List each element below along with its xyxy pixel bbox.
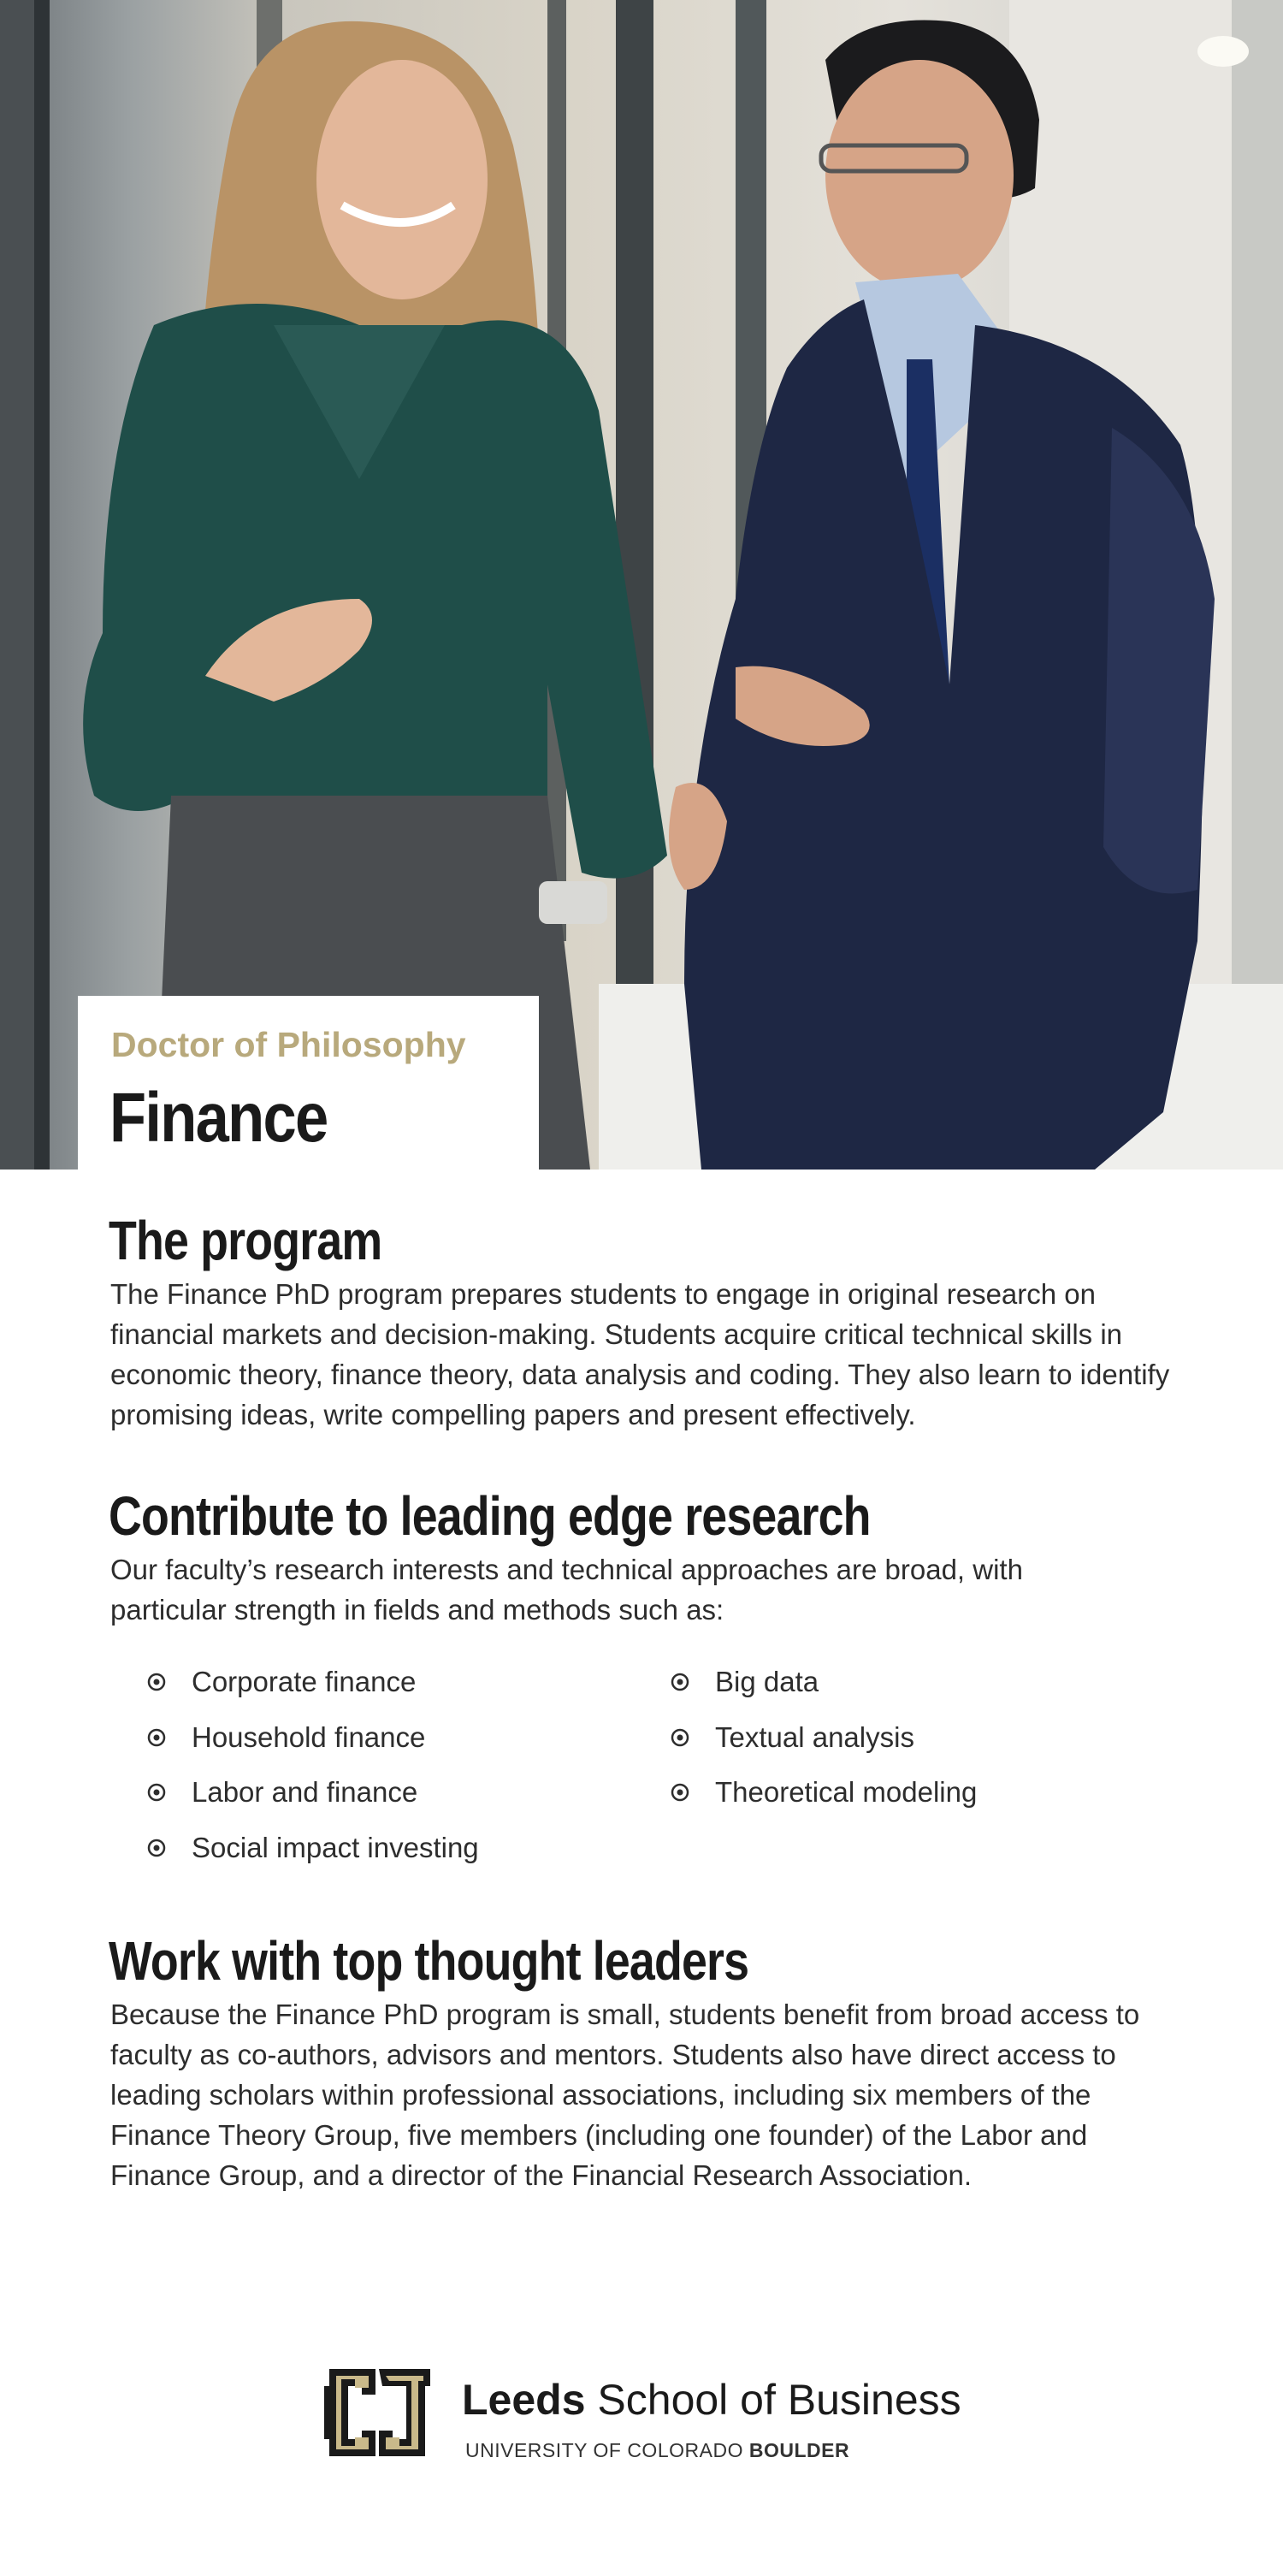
bullet-label: Big data [715, 1666, 819, 1698]
bullet-label: Corporate finance [192, 1666, 417, 1698]
school-name-rest: School of Business [585, 2376, 961, 2424]
hero-illustration [0, 0, 1283, 1170]
title-card [78, 996, 539, 1170]
bullet-label: Theoretical modeling [715, 1776, 978, 1809]
research-bullet-list [147, 1655, 1174, 1886]
leaders-heading: Work with top thought leaders [109, 1930, 749, 1992]
program-heading: The program [109, 1210, 382, 1271]
list-item [671, 1655, 977, 1710]
list-item [671, 1710, 977, 1766]
program-title: Finance [109, 1079, 328, 1157]
bullet-label: Social impact investing [192, 1831, 479, 1863]
university-name-rest: UNIVERSITY OF COLORADO [465, 2439, 749, 2461]
university-name [465, 2439, 849, 2462]
hero-photo [0, 0, 1283, 1170]
bullet-circle-icon [147, 1839, 166, 1857]
list-item [147, 1655, 479, 1710]
school-name-bold: Leeds [462, 2376, 586, 2424]
list-item [147, 1821, 479, 1876]
cu-logo-icon [322, 2357, 435, 2468]
list-item [671, 1765, 977, 1821]
school-name [462, 2376, 961, 2424]
bullet-label: Household finance [192, 1720, 426, 1753]
bullet-circle-icon [147, 1673, 166, 1691]
research-heading: Contribute to leading edge research [109, 1485, 871, 1547]
research-intro: Our faculty’s research interests and technical approaches are broad, with particular strength in fields and methods such as: [110, 1554, 1023, 1626]
leaders-body: Because the Finance PhD program is small, students benefit from broad access to faculty as co-authors, advisors and mentors. Students also have direct access to leading scholars within professional associations, including six members of the Finance Theory Group, five members (including one founder) of the Labor and Finance Group, and a director of the Financial Research Association. [110, 1999, 1140, 2191]
bullet-label: Labor and finance [192, 1776, 418, 1809]
bullet-circle-icon [671, 1728, 689, 1747]
bullet-column-left [147, 1655, 479, 1875]
bullet-circle-icon [671, 1673, 689, 1691]
program-body: The Finance PhD program prepares students to engage in original research on financial markets and decision-making. Students acquire critical technical skills in economic theory, finance theory, data analysis and coding. They also learn to identify promising ideas, write compelling papers and present effectively. [110, 1278, 1170, 1430]
list-item [147, 1710, 479, 1766]
bullet-column-right [671, 1655, 977, 1821]
university-name-bold: BOULDER [748, 2439, 850, 2461]
bullet-circle-icon [147, 1783, 166, 1802]
bullet-circle-icon [147, 1728, 166, 1747]
bullet-circle-icon [671, 1783, 689, 1802]
degree-kicker: Doctor of Philosophy [111, 1025, 466, 1064]
bullet-label: Textual analysis [715, 1720, 914, 1753]
list-item [147, 1765, 479, 1821]
